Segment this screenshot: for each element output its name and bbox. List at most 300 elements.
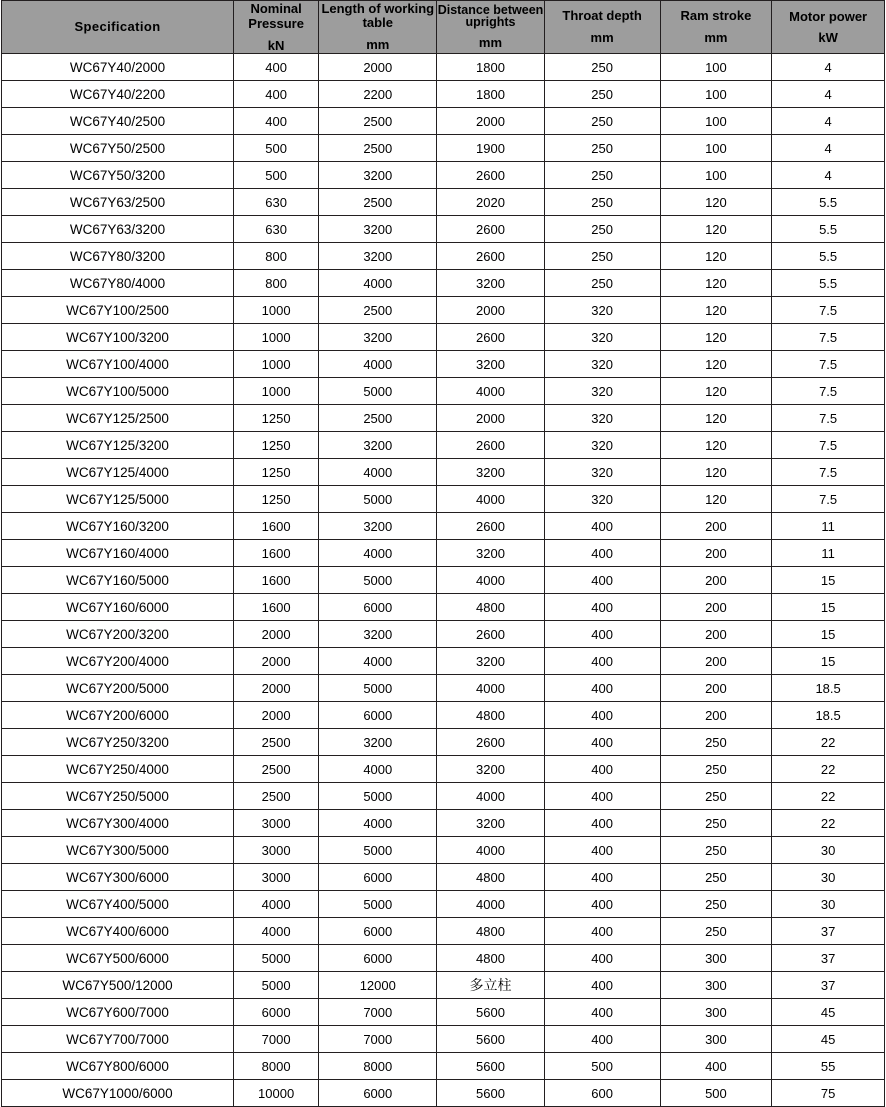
table-cell: 4000	[234, 918, 319, 945]
table-cell: 400	[544, 837, 660, 864]
table-row	[2, 594, 885, 621]
table-row	[2, 648, 885, 675]
table-cell: 37	[772, 972, 885, 999]
table-cell: 5600	[437, 1053, 544, 1080]
table-cell: 7.5	[772, 324, 885, 351]
table-cell: 400	[544, 540, 660, 567]
table-cell: 400	[544, 945, 660, 972]
table-cell: 75	[772, 1080, 885, 1107]
table-cell: 4800	[437, 945, 544, 972]
table-cell: 6000	[319, 1080, 437, 1107]
table-cell: 250	[544, 81, 660, 108]
table-cell: 3200	[437, 351, 544, 378]
cell-specification: WC67Y100/5000	[2, 378, 234, 405]
table-cell: 1900	[437, 135, 544, 162]
table-row	[2, 432, 885, 459]
table-cell: 400	[544, 891, 660, 918]
cell-specification: WC67Y80/3200	[2, 243, 234, 270]
table-cell: 5.5	[772, 189, 885, 216]
table-cell: 2500	[319, 297, 437, 324]
table-cell: 120	[660, 378, 772, 405]
table-cell: 3200	[319, 621, 437, 648]
cell-specification: WC67Y200/4000	[2, 648, 234, 675]
table-cell: 250	[660, 864, 772, 891]
table-cell: 1600	[234, 567, 319, 594]
table-cell: 7.5	[772, 351, 885, 378]
table-cell: 12000	[319, 972, 437, 999]
table-cell: 1800	[437, 54, 544, 81]
cell-specification: WC67Y500/12000	[2, 972, 234, 999]
table-cell: 45	[772, 999, 885, 1026]
table-cell: 5000	[319, 378, 437, 405]
table-cell: 320	[544, 459, 660, 486]
table-cell: 5000	[319, 891, 437, 918]
table-cell: 2000	[437, 405, 544, 432]
table-row	[2, 675, 885, 702]
table-cell: 7.5	[772, 432, 885, 459]
table-cell: 22	[772, 756, 885, 783]
table-cell: 250	[544, 270, 660, 297]
table-row	[2, 1026, 885, 1053]
table-cell: 120	[660, 243, 772, 270]
table-cell: 2600	[437, 432, 544, 459]
table-cell: 320	[544, 351, 660, 378]
header-label: Specification	[74, 18, 161, 34]
table-cell: 250	[660, 783, 772, 810]
header-unit: mm	[366, 36, 390, 52]
table-cell: 2600	[437, 621, 544, 648]
table-cell: 7000	[319, 999, 437, 1026]
table-row	[2, 189, 885, 216]
table-cell: 4	[772, 54, 885, 81]
table-cell: 2600	[437, 324, 544, 351]
cell-specification: WC67Y63/3200	[2, 216, 234, 243]
table-cell: 400	[544, 513, 660, 540]
table-cell: 250	[660, 891, 772, 918]
column-header-motor-power	[772, 1, 885, 54]
table-cell: 4	[772, 162, 885, 189]
table-cell: 2600	[437, 513, 544, 540]
table-row	[2, 486, 885, 513]
header-unit: mm	[478, 34, 503, 50]
table-cell: 2500	[319, 135, 437, 162]
table-cell: 400	[544, 567, 660, 594]
table-cell: 2000	[319, 54, 437, 81]
table-cell: 7000	[319, 1026, 437, 1053]
table-cell: 4000	[319, 270, 437, 297]
table-cell: 250	[544, 216, 660, 243]
header-label: Nominal Pressure	[248, 1, 304, 32]
table-cell: 2000	[437, 297, 544, 324]
table-cell: 4	[772, 108, 885, 135]
header-unit: kN	[267, 37, 285, 53]
table-cell: 4000	[319, 756, 437, 783]
table-cell: 5000	[319, 783, 437, 810]
cell-specification: WC67Y300/4000	[2, 810, 234, 837]
table-row	[2, 1053, 885, 1080]
table-cell: 3200	[437, 648, 544, 675]
table-cell: 320	[544, 405, 660, 432]
table-cell: 18.5	[772, 702, 885, 729]
header-label: Motor power	[789, 8, 868, 24]
table-cell: 200	[660, 594, 772, 621]
table-row	[2, 729, 885, 756]
table-row	[2, 162, 885, 189]
header-label: Ram stroke	[680, 8, 752, 24]
table-cell: 320	[544, 432, 660, 459]
table-cell: 400	[544, 1026, 660, 1053]
table-cell: 4800	[437, 864, 544, 891]
table-cell: 500	[660, 1080, 772, 1107]
column-header-specification	[2, 1, 234, 54]
table-cell: 7.5	[772, 297, 885, 324]
table-cell: 5.5	[772, 243, 885, 270]
table-cell: 7.5	[772, 378, 885, 405]
table-row	[2, 891, 885, 918]
table-cell: 15	[772, 621, 885, 648]
table-row	[2, 81, 885, 108]
table-cell: 400	[234, 54, 319, 81]
table-cell: 2500	[234, 783, 319, 810]
table-cell: 30	[772, 891, 885, 918]
table-cell: 3000	[234, 837, 319, 864]
table-cell: 4000	[319, 459, 437, 486]
cell-specification: WC67Y80/4000	[2, 270, 234, 297]
cell-specification: WC67Y800/6000	[2, 1053, 234, 1080]
table-cell: 45	[772, 1026, 885, 1053]
table-cell: 2020	[437, 189, 544, 216]
table-cell: 4800	[437, 702, 544, 729]
table-cell: 200	[660, 540, 772, 567]
table-cell: 200	[660, 675, 772, 702]
cell-specification: WC67Y600/7000	[2, 999, 234, 1026]
table-cell: 3200	[319, 216, 437, 243]
table-cell: 3200	[319, 513, 437, 540]
table-row	[2, 918, 885, 945]
table-cell: 5000	[234, 945, 319, 972]
table-cell: 1600	[234, 513, 319, 540]
table-cell: 300	[660, 1026, 772, 1053]
table-cell: 2500	[319, 189, 437, 216]
table-cell: 320	[544, 297, 660, 324]
table-cell: 11	[772, 540, 885, 567]
table-cell: 4	[772, 135, 885, 162]
specification-table	[1, 0, 885, 1107]
table-cell: 320	[544, 324, 660, 351]
table-cell: 400	[544, 675, 660, 702]
table-cell: 120	[660, 432, 772, 459]
table-cell: 320	[544, 378, 660, 405]
table-cell: 120	[660, 297, 772, 324]
table-cell: 5000	[319, 837, 437, 864]
table-cell: 600	[544, 1080, 660, 1107]
table-cell: 37	[772, 918, 885, 945]
table-cell: 6000	[319, 864, 437, 891]
cell-specification: WC67Y400/5000	[2, 891, 234, 918]
table-cell: 11	[772, 513, 885, 540]
column-header-distance-between-uprights	[437, 1, 544, 54]
cell-specification: WC67Y100/4000	[2, 351, 234, 378]
table-cell: 100	[660, 162, 772, 189]
cell-specification: WC67Y50/3200	[2, 162, 234, 189]
table-cell: 10000	[234, 1080, 319, 1107]
table-cell: 120	[660, 216, 772, 243]
table-row	[2, 135, 885, 162]
table-cell: 5.5	[772, 216, 885, 243]
table-cell: 250	[544, 243, 660, 270]
table-row	[2, 837, 885, 864]
table-cell: 4000	[437, 567, 544, 594]
table-cell: 5.5	[772, 270, 885, 297]
table-cell: 120	[660, 324, 772, 351]
table-cell: 800	[234, 270, 319, 297]
table-cell: 320	[544, 486, 660, 513]
table-row	[2, 702, 885, 729]
cell-specification: WC67Y300/5000	[2, 837, 234, 864]
table-cell: 100	[660, 135, 772, 162]
table-cell: 7.5	[772, 405, 885, 432]
cell-specification: WC67Y250/5000	[2, 783, 234, 810]
table-cell: 5600	[437, 1026, 544, 1053]
table-cell: 4000	[319, 810, 437, 837]
cell-specification: WC67Y700/7000	[2, 1026, 234, 1053]
column-header-nominal-pressure	[234, 1, 319, 54]
table-row	[2, 243, 885, 270]
table-cell: 3200	[437, 270, 544, 297]
table-cell: 400	[544, 621, 660, 648]
table-row	[2, 621, 885, 648]
table-cell: 120	[660, 405, 772, 432]
table-cell: 400	[544, 594, 660, 621]
table-row	[2, 999, 885, 1026]
table-cell: 2600	[437, 162, 544, 189]
table-cell: 400	[544, 810, 660, 837]
table-cell: 7.5	[772, 486, 885, 513]
table-cell: 250	[660, 837, 772, 864]
table-cell: 4000	[319, 351, 437, 378]
table-cell: 4000	[437, 486, 544, 513]
table-cell: 400	[544, 756, 660, 783]
table-cell: 4000	[234, 891, 319, 918]
table-cell: 300	[660, 972, 772, 999]
table-cell: 3200	[319, 324, 437, 351]
table-cell: 3200	[319, 729, 437, 756]
cell-specification: WC67Y63/2500	[2, 189, 234, 216]
cell-specification: WC67Y125/3200	[2, 432, 234, 459]
table-row	[2, 324, 885, 351]
table-cell: 55	[772, 1053, 885, 1080]
table-cell: 5000	[319, 675, 437, 702]
cell-specification: WC67Y125/4000	[2, 459, 234, 486]
table-row	[2, 945, 885, 972]
table-cell: 500	[544, 1053, 660, 1080]
table-cell: 4000	[437, 837, 544, 864]
table-cell: 4	[772, 81, 885, 108]
header-label: Distance between uprights	[437, 2, 544, 30]
table-header	[2, 1, 885, 54]
table-row	[2, 513, 885, 540]
table-cell: 500	[234, 162, 319, 189]
table-cell: 1000	[234, 351, 319, 378]
table-cell: 3200	[437, 810, 544, 837]
table-cell: 7000	[234, 1026, 319, 1053]
header-unit: mm	[590, 29, 614, 45]
cell-specification: WC67Y50/2500	[2, 135, 234, 162]
cell-specification: WC67Y125/5000	[2, 486, 234, 513]
cell-specification: WC67Y400/6000	[2, 918, 234, 945]
table-cell: 15	[772, 567, 885, 594]
table-row	[2, 864, 885, 891]
column-header-throat-depth	[544, 1, 660, 54]
table-cell: 37	[772, 945, 885, 972]
table-cell: 100	[660, 54, 772, 81]
table-cell: 400	[544, 783, 660, 810]
cell-specification: WC67Y300/6000	[2, 864, 234, 891]
table-cell: 120	[660, 189, 772, 216]
table-cell: 1250	[234, 459, 319, 486]
table-cell: 3200	[437, 459, 544, 486]
table-cell: 500	[234, 135, 319, 162]
table-cell: 30	[772, 837, 885, 864]
table-cell: 3200	[437, 756, 544, 783]
table-cell: 3200	[319, 432, 437, 459]
table-cell: 4000	[437, 675, 544, 702]
table-cell: 15	[772, 594, 885, 621]
table-cell: 2500	[234, 756, 319, 783]
table-row	[2, 297, 885, 324]
table-cell: 2500	[234, 729, 319, 756]
table-row	[2, 540, 885, 567]
table-cell: 4000	[437, 783, 544, 810]
table-row	[2, 378, 885, 405]
table-cell: 400	[660, 1053, 772, 1080]
table-cell: 4000	[319, 648, 437, 675]
table-cell: 4800	[437, 594, 544, 621]
table-cell: 8000	[319, 1053, 437, 1080]
table-cell: 400	[544, 864, 660, 891]
table-cell: 2000	[234, 648, 319, 675]
table-cell: 5000	[319, 486, 437, 513]
table-cell: 8000	[234, 1053, 319, 1080]
table-cell: 1000	[234, 378, 319, 405]
cell-specification: WC67Y40/2200	[2, 81, 234, 108]
table-row	[2, 756, 885, 783]
table-cell: 4800	[437, 918, 544, 945]
table-row	[2, 216, 885, 243]
table-cell: 200	[660, 567, 772, 594]
table-cell: 多立柱	[437, 972, 544, 999]
table-cell: 250	[660, 756, 772, 783]
table-cell: 2000	[234, 621, 319, 648]
table-cell: 400	[544, 648, 660, 675]
table-cell: 2000	[234, 675, 319, 702]
table-cell: 6000	[319, 594, 437, 621]
table-cell: 400	[234, 81, 319, 108]
table-cell: 2200	[319, 81, 437, 108]
table-cell: 30	[772, 864, 885, 891]
table-cell: 6000	[319, 702, 437, 729]
table-cell: 800	[234, 243, 319, 270]
cell-specification: WC67Y125/2500	[2, 405, 234, 432]
table-body	[2, 54, 885, 1107]
table-row	[2, 1080, 885, 1107]
table-cell: 3200	[437, 540, 544, 567]
table-cell: 2600	[437, 243, 544, 270]
table-cell: 1250	[234, 432, 319, 459]
header-row	[2, 1, 885, 54]
column-header-length-of-working-table	[319, 1, 437, 54]
cell-specification: WC67Y160/3200	[2, 513, 234, 540]
table-cell: 1000	[234, 297, 319, 324]
table-cell: 1000	[234, 324, 319, 351]
table-cell: 400	[544, 999, 660, 1026]
table-cell: 7.5	[772, 459, 885, 486]
table-row	[2, 54, 885, 81]
header-unit: mm	[704, 29, 728, 45]
table-cell: 2000	[234, 702, 319, 729]
table-cell: 120	[660, 270, 772, 297]
table-cell: 3200	[319, 162, 437, 189]
table-cell: 6000	[319, 945, 437, 972]
table-cell: 400	[234, 108, 319, 135]
cell-specification: WC67Y1000/6000	[2, 1080, 234, 1107]
table-cell: 2600	[437, 729, 544, 756]
table-cell: 200	[660, 513, 772, 540]
table-cell: 5000	[234, 972, 319, 999]
table-cell: 250	[660, 918, 772, 945]
table-cell: 4000	[437, 891, 544, 918]
table-row	[2, 270, 885, 297]
table-cell: 400	[544, 702, 660, 729]
table-cell: 2600	[437, 216, 544, 243]
table-cell: 300	[660, 945, 772, 972]
table-cell: 1250	[234, 486, 319, 513]
table-cell: 630	[234, 189, 319, 216]
table-cell: 400	[544, 729, 660, 756]
cell-specification: WC67Y40/2500	[2, 108, 234, 135]
table-cell: 250	[544, 108, 660, 135]
header-label: Length of working table	[321, 0, 435, 31]
table-cell: 6000	[319, 918, 437, 945]
cell-specification: WC67Y40/2000	[2, 54, 234, 81]
table-row	[2, 405, 885, 432]
cell-specification: WC67Y160/5000	[2, 567, 234, 594]
table-cell: 1600	[234, 594, 319, 621]
table-cell: 18.5	[772, 675, 885, 702]
table-cell: 200	[660, 648, 772, 675]
table-cell: 4000	[437, 378, 544, 405]
table-row	[2, 810, 885, 837]
table-cell: 22	[772, 729, 885, 756]
cell-specification: WC67Y250/3200	[2, 729, 234, 756]
table-cell: 250	[660, 810, 772, 837]
table-cell: 2500	[319, 405, 437, 432]
table-row	[2, 459, 885, 486]
table-cell: 5600	[437, 999, 544, 1026]
table-cell: 200	[660, 621, 772, 648]
table-cell: 1600	[234, 540, 319, 567]
table-row	[2, 567, 885, 594]
cell-specification: WC67Y250/4000	[2, 756, 234, 783]
table-cell: 5600	[437, 1080, 544, 1107]
cell-specification: WC67Y200/6000	[2, 702, 234, 729]
table-cell: 3000	[234, 810, 319, 837]
table-cell: 100	[660, 108, 772, 135]
table-row	[2, 783, 885, 810]
cell-specification: WC67Y100/2500	[2, 297, 234, 324]
column-header-ram-stroke	[660, 1, 772, 54]
table-row	[2, 351, 885, 378]
